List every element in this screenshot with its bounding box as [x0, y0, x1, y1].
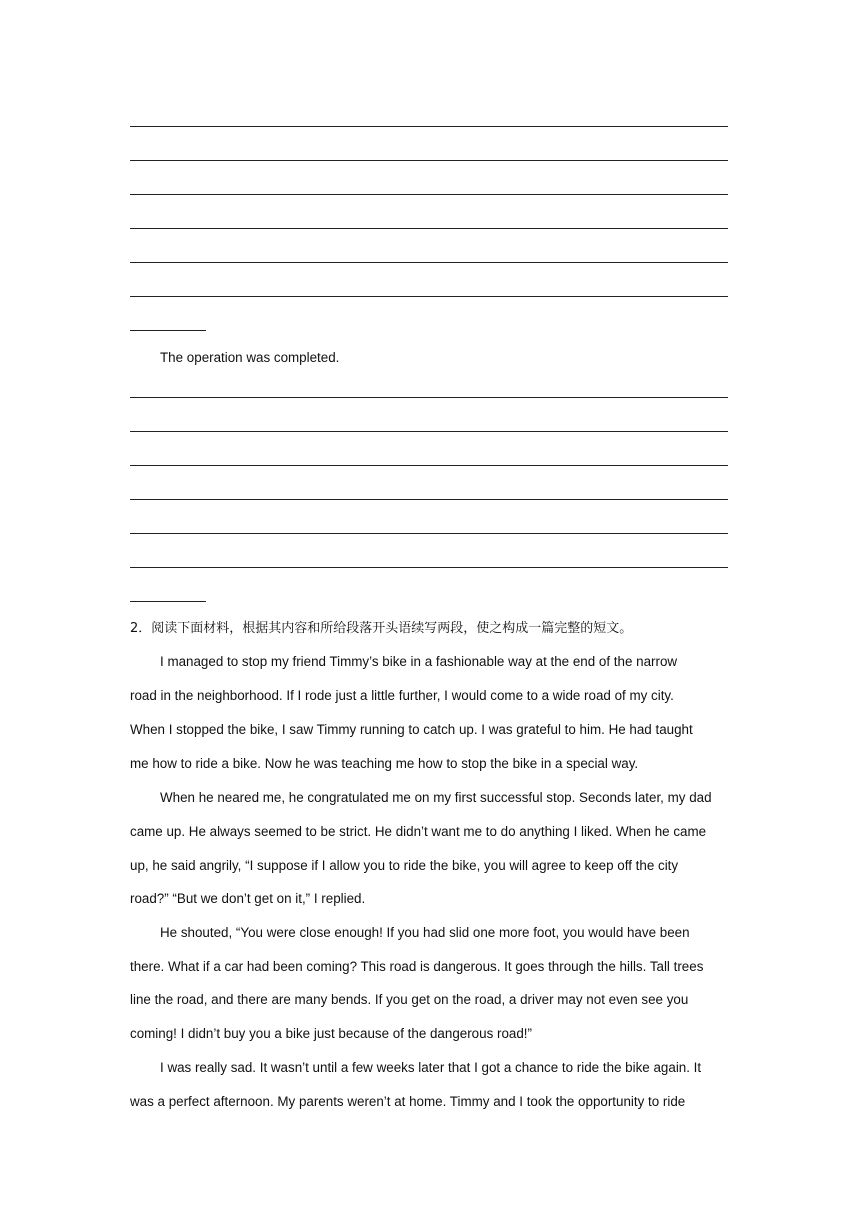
passage-line: coming! I didn’t buy you a bike just because of the dangerous road!” [130, 1026, 532, 1041]
question-number: 2． [130, 621, 152, 636]
answer-line[interactable] [130, 397, 728, 398]
passage-line: came up. He always seemed to be strict. He didn’t want me to do anything I liked. When he came [130, 824, 707, 839]
passage-line: I managed to stop my friend Timmy’s bike in a fashionable way at the end of the narrow [160, 654, 678, 669]
answer-line[interactable] [130, 499, 728, 500]
passage-line: up, he said angrily, “I suppose if I allow you to ride the bike, you will agree to keep off the city [130, 858, 679, 873]
answer-line[interactable] [130, 194, 728, 195]
passage-line: When he neared me, he congratulated me on my first successful stop. Seconds later, my dad [160, 790, 712, 805]
paragraph-opening-sentence: The operation was completed. [160, 350, 340, 365]
passage-line: there. What if a car had been coming? This road is dangerous. It goes through the hills. Tall trees [130, 959, 704, 974]
answer-line[interactable] [130, 465, 728, 466]
question-heading [130, 619, 728, 639]
answer-line[interactable] [130, 431, 728, 432]
passage-line: was a perfect afternoon. My parents weren’t at home. Timmy and I took the opportunity to ride [130, 1094, 686, 1109]
passage-line: road?” “But we don’t get on it,” I replied. [130, 891, 366, 906]
passage-line: I was really sad. It wasn’t until a few weeks later that I got a chance to ride the bike again. It [160, 1060, 702, 1075]
answer-line-short[interactable] [130, 601, 206, 602]
answer-line[interactable] [130, 160, 728, 161]
answer-line[interactable] [130, 533, 728, 534]
answer-line-short[interactable] [130, 330, 206, 331]
passage-line: me how to ride a bike. Now he was teaching me how to stop the bike in a special way. [130, 756, 639, 771]
question-instruction: 阅读下面材料，根据其内容和所给段落开头语续写两段，使之构成一篇完整的短文。 [151, 621, 633, 636]
answer-line[interactable] [130, 228, 728, 229]
answer-line[interactable] [130, 567, 728, 568]
passage-line: line the road, and there are many bends. If you get on the road, a driver may not even see you [130, 992, 689, 1007]
answer-line[interactable] [130, 126, 728, 127]
answer-line[interactable] [130, 262, 728, 263]
passage-line: When I stopped the bike, I saw Timmy running to catch up. I was grateful to him. He had taught [130, 722, 693, 737]
passage-line: He shouted, “You were close enough! If you had slid one more foot, you would have been [160, 925, 690, 940]
worksheet-page [130, 0, 728, 1216]
passage-line: road in the neighborhood. If I rode just a little further, I would come to a wide road of my city. [130, 688, 674, 703]
answer-line[interactable] [130, 296, 728, 297]
